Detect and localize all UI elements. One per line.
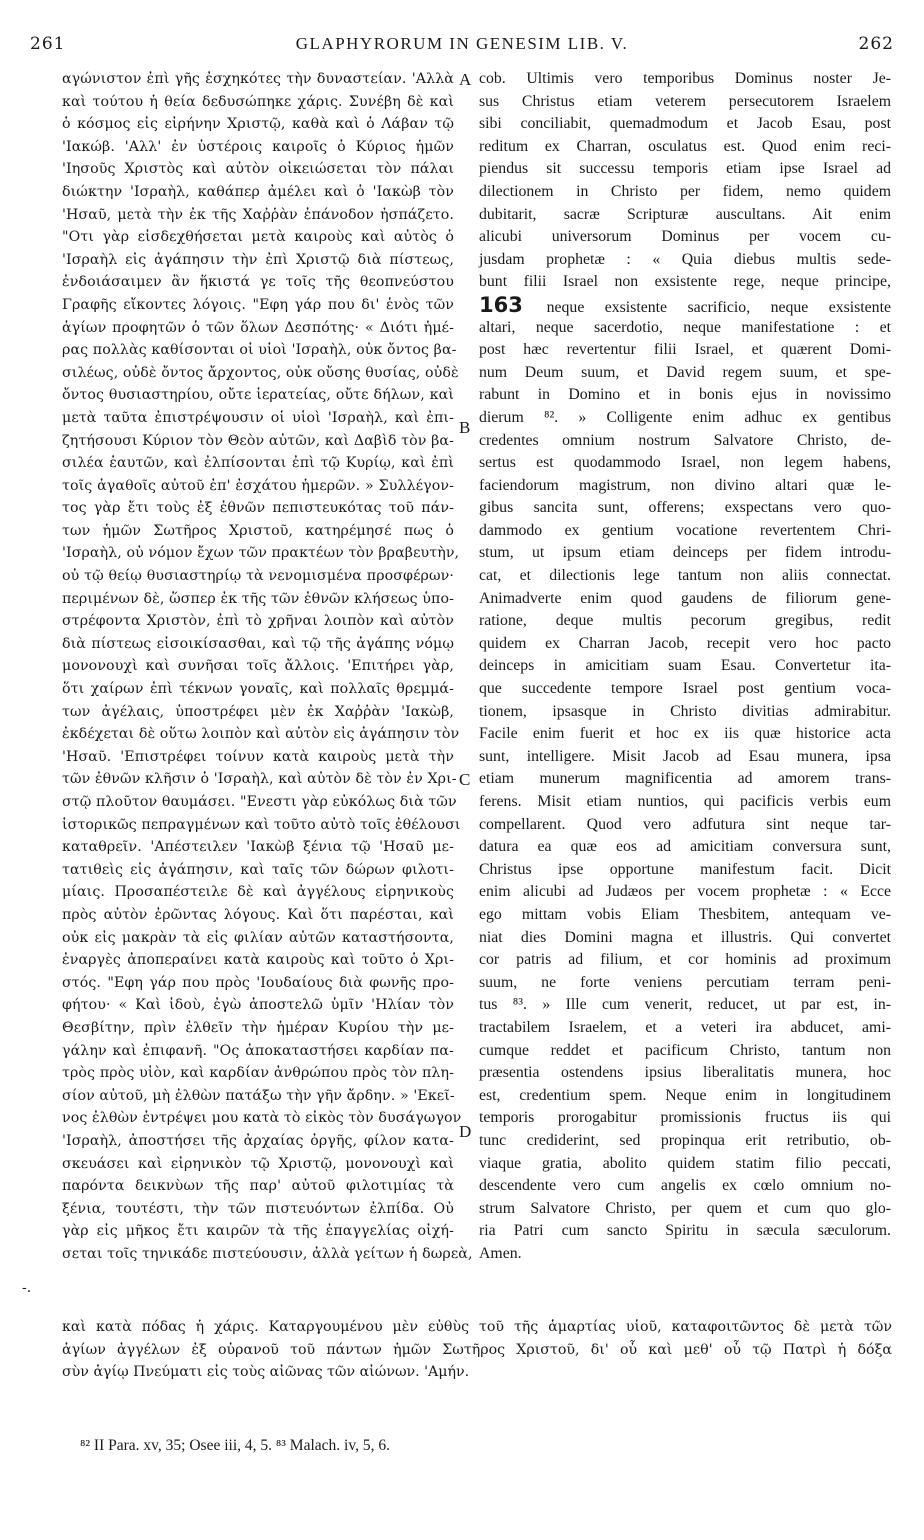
running-header	[30, 34, 894, 64]
latin-line: deinceps in amicitiam suam Esau. Convertetur ita-	[479, 657, 891, 675]
latin-line: tionem, ipsasque in Christo divitias admirabitur.	[479, 702, 891, 720]
greek-line: στῷ πλοῦτον θαυμάσει. "Ενεστι γὰρ εὐκόλως διὰ τῶν	[62, 794, 457, 810]
greek-line: ἐνδοιάσαιμεν ἂν ἥκιστά γε τοῖς τῆς θεοπνεύστου	[62, 274, 454, 291]
greek-line: Θεσβίτην, πρὶν ἐλθεῖν τὴν ἡμέραν Κυρίου τὴν με-	[62, 1019, 454, 1036]
latin-line: stum, ut ipsum etiam deinceps per fidem introdu-	[479, 544, 891, 562]
page-number-right: 262	[858, 34, 894, 54]
latin-line: cor patris ad filium, et cor hominis ad proximum	[479, 951, 891, 969]
greek-line: τατιθεὶς εἰς ἀγάπησιν, καὶ ταῖς τῶν δώρων φιλοτι-	[62, 861, 454, 878]
greek-line: ὄντος θυσιαστηρίου, οὔτε ἱερατείας, οὔτε δήλων, καὶ	[62, 387, 454, 404]
greek-line: πρὸς αὐτὸν ἐρῶντας λόγους. Καὶ ὅτι παρέσται, καὶ	[62, 906, 454, 923]
latin-line: Amen.	[479, 1244, 522, 1262]
greek-line: των ἀγέλαις, ὑποστρέφει μὲν ἐκ Χαῤῥὰν 'Ιακὼβ,	[62, 703, 454, 720]
closing-doxology	[62, 1316, 892, 1384]
greek-line: οὐκ εἰς μακρὰν τὰ εἰς φιλίαν αὐτῶν καταστήσοντα,	[62, 929, 454, 946]
latin-line: cumque reddet et pacificum Christo, tantum non	[479, 1041, 891, 1059]
section-marker-b: B	[459, 418, 471, 437]
latin-line: sibi conciliabit, quemadmodum et Jacob Esau, post	[479, 115, 891, 133]
greek-line: ἐναργὲς ἀποπεραίνει κατὰ καιροὺς καὶ τοῦτο ὁ Χρι-	[62, 952, 454, 969]
latin-line: tus ⁸³. » Ille cum venerit, reducet, ut par est, in-	[479, 996, 891, 1014]
greek-line: 'Ισραὴλ εἰς ἀγάπησιν τὴν ἐπὶ Χριστῷ διὰ πίστεως,	[62, 251, 454, 268]
greek-line: περιμένων δὲ, ὥσπερ ἐκ τῆς τῶν ἐθνῶν κλήσεως ὑπο-	[62, 590, 454, 607]
greek-column	[62, 68, 473, 1265]
greek-line: σιλέα ἑαυτῶν, καὶ ἐλπίσονται ἐπὶ τῷ Κυρίῳ, καὶ ἐπὶ	[62, 455, 454, 472]
greek-line: διὰ πίστεως εἰσοικίσασθαι, καὶ τῷ τῆς ἀγάπης νόμῳ	[62, 635, 454, 652]
greek-line: καταθρεῖν. 'Απέστειλεν 'Ιακὼβ ξένια τῷ 'Ησαῦ με-	[62, 839, 454, 856]
latin-line: Facile enim fuerit et hoc ex iis quæ historice acta	[479, 725, 891, 743]
latin-line: credentes omnium nostrum Salvatore Christo, de-	[479, 431, 891, 449]
column-number: 163	[479, 292, 547, 317]
latin-line: sertus est quodammodo Israel, non legem habens,	[479, 454, 891, 472]
latin-line: sunt, intelligere. Misit Jacob ad Esau munera, ipsa	[479, 747, 891, 765]
greek-line: των ἡμῶν Σωτῆρος Χριστοῦ, κατηρέμησέ πως ὁ	[62, 522, 454, 539]
latin-line: altari, neque sacerdotio, neque manifestatione : et	[479, 318, 891, 336]
doxology-line: καὶ κατὰ πόδας ἡ χάρις. Καταργουμένου μὲν εὐθὺς τοῦ τῆς ἁμαρτίας υἱοῦ, καταφοιτῶντος δὲ μετὰ τῶν	[62, 1319, 892, 1335]
latin-line: rabunt in Domino et in bonis ejus in novissimo	[479, 386, 891, 404]
latin-line: ratione, deque multis pecorum gregibus, redit	[479, 612, 891, 630]
greek-line: ρας πολλὰς καθίσονται οἱ υἱοὶ 'Ισραὴλ, οὐκ ὄντος βα-	[62, 342, 457, 359]
latin-line: enim alicubi ad Judæos per vocem prophetæ : « Ecce	[479, 883, 891, 901]
greek-line: ζητήσουσι Κύριον τὸν Θεὸν αὐτῶν, καὶ Δαβὶδ τὸν βα-	[62, 432, 454, 449]
greek-line: τος γὰρ ἔτι τοὺς ἐξ ἐθνῶν πεπιστευκότας τοῦ πάν-	[62, 500, 454, 517]
greek-line: 'Ιησοῦς Χριστὸς καὶ αὐτὸν οἰκειώσεται τὸν πάλαι	[62, 161, 454, 178]
latin-line: etiam munerum magnificentia ad amorem trans-	[479, 770, 891, 788]
greek-line: τρὸς πρὸς υἱὸν, καὶ καρδίαν ἀνθρώπου πρὸς τὸν πλη-	[62, 1065, 454, 1082]
latin-line: dubitarit, sacræ Scripturæ auscultans. Ait enim	[479, 205, 891, 223]
latin-line: niat dies Domini magna et illustris. Qui convertet	[479, 928, 891, 946]
greek-line: ὁ κόσμος εἰς εἰρήνην Χριστῷ, καθὰ καὶ ὁ Λάβαν τῷ	[62, 116, 454, 133]
latin-line: viaque gratia, abolito quidem statim filio peccati,	[479, 1154, 891, 1172]
greek-line: σκευάσει καὶ εἰρηνικὸν τῷ Χριστῷ, μονονουχὶ καὶ	[62, 1155, 454, 1172]
greek-line: "Οτι γὰρ εἰσδεχθήσεται μετὰ καιροὺς καὶ αὐτὸς ὁ	[62, 229, 454, 246]
section-marker-d: D	[459, 1122, 472, 1141]
latin-line: est, credentium spem. Neque enim in longitudinem	[479, 1086, 891, 1104]
latin-line: post hæc revertentur filii Israel, et quærent Domi-	[479, 341, 891, 359]
greek-line: στός. "Εφη γάρ που πρὸς 'Ιουδαίους διὰ φωνῆς προ-	[62, 974, 454, 991]
latin-line: Christus ipse opportune manifestum facit. Dicit	[479, 860, 891, 878]
greek-line: τῶν ἐθνῶν κλῆσιν ὁ 'Ισραὴλ, καὶ αὐτὸν δὲ τὸν ἐν Χρι-	[62, 771, 457, 788]
latin-line: ego mittam vobis Eliam Thesbitem, antequam ve-	[479, 905, 891, 923]
greek-line: ἐκδέχεται δὲ οὕτω λοιπὸν καὶ αὐτὸν εἰς ἀγάπησιν τὸν	[62, 726, 460, 743]
latin-line: dierum ⁸². » Colligente enim adhuc ex gentibus	[479, 408, 891, 426]
greek-line: Γραφῆς εἴκοντες λόγοις. "Εφη γάρ που δι' ἑνὸς τῶν	[62, 296, 454, 313]
greek-line: 'Ιακώβ. 'Αλλ' ἐν ὑστέροις καιροῖς ὁ Κύριος ἡμῶν	[62, 138, 454, 155]
latin-line: præsentia ostendens ipsius liberalitatis munera, hoc	[479, 1064, 891, 1082]
latin-line: dilectionem in Christo per fidem, nemo quidem	[479, 182, 891, 200]
doxology-line: ἁγίων ἀγγέλων ἐξ οὐρανοῦ τοῦ πάντων ἡμῶν Σωτῆρος Χριστοῦ, δι' οὗ καὶ μεθ' οὗ τῷ Πατρὶ ἡ δόξα	[62, 1341, 892, 1358]
greek-line: καὶ τούτου ἡ θεία δεδυσώπηκε χάρις. Συνέβη δὲ καὶ	[62, 93, 454, 110]
greek-line: σιλέως, οὐδὲ ὄντος ἄρχοντος, οὐκ οὔσης θυσίας, οὐδὲ	[62, 364, 459, 381]
section-marker-c: C	[459, 770, 471, 789]
latin-line: num Deum suum, et David regem suum, et spe-	[479, 363, 891, 381]
latin-line: tractabilem Israelem, et a veteri ira abducet, ami-	[479, 1018, 891, 1036]
latin-line: alicubi universorum Dominus per vocem cu-	[479, 228, 891, 246]
latin-line: descendente vero cum angelis ex cœlo omnium no-	[479, 1177, 891, 1195]
greek-line: νος ἐλθὼν ἐντρέψει μου κατὰ τὸ εἰκὸς τὸν δυσάγωγον	[62, 1110, 462, 1127]
greek-line: γὰρ εἰς μῆκος ἔτι καιρῶν τὰ τῆς ἐπαγγελίας οἰχή-	[62, 1223, 454, 1240]
latin-line: dammodo ex gentium vocatione revertentem Chri-	[479, 521, 891, 539]
latin-line: piendus sit successu temporis etiam ipse Israel ad	[479, 160, 891, 178]
latin-line: cob. Ultimis vero temporibus Dominus noster Je-	[479, 70, 891, 87]
latin-line: strum Salvatore Christo, per quem et cum quo glo-	[479, 1199, 891, 1217]
greek-line: μονονουχὶ καὶ συνῆσαι τοῖς ἄλλοις. 'Επιτήρει γὰρ,	[62, 658, 454, 675]
greek-line: παρόντα δεικνὺων τῆς παρ' αὐτοῦ φιλοτιμίας τὰ	[62, 1178, 454, 1195]
latin-line: bunt filii Israel non exsistente rege, neque principe,	[479, 273, 891, 291]
section-marker-a: A	[459, 70, 472, 89]
latin-line: compellarent. Quod vero adfutura sint neque tar-	[479, 815, 891, 833]
latin-line: jusdam prophetæ : « Quia diebus multis sede-	[479, 250, 891, 268]
latin-line: datura ea quæ eos ad amicitiam conversura sunt,	[479, 838, 891, 856]
latin-line: quidem ex Charran Jacob, recepit vero hoc pacto	[479, 634, 891, 652]
greek-line: σεται τοῖς τηνικάδε πιστεύουσιν, ἀλλὰ γείτων ἡ δωρεὰ,	[62, 1245, 473, 1262]
latin-line: reditum ex Charran, osculatus est. Quod enim reci-	[479, 137, 891, 155]
footnotes: ⁸² II Para. xv, 35; Osee iii, 4, 5. ⁸³ Malach. iv, 5, 6.	[80, 1437, 390, 1454]
latin-line: sus Christus etiam veterem persecutorem Israelem	[479, 92, 891, 110]
greek-line: διώκτην 'Ισραὴλ, καθάπερ ἀμέλει καὶ ὁ 'Ιακὼβ τὸν	[62, 183, 454, 200]
greek-line: ὅτι χαίρων ἐπὶ τέκνων γοναῖς, καὶ πολλαῖς θρεμμά-	[62, 681, 454, 698]
greek-line: ξένια, τουτέστι, τὴν τῶν πιστευόντων ἐλπίδα. Οὐ	[62, 1200, 454, 1217]
greek-line: μίαις. Προσαπέστειλε δὲ καὶ ἀγγέλους εἰρηνικοὺς	[62, 884, 454, 901]
latin-line: temporis prorogabitur promissionis fructus iis qui	[479, 1109, 891, 1127]
latin-line: faciendorum magistrum, non divino altari quæ le-	[479, 476, 891, 494]
greek-line: μετὰ ταῦτα ἐπιστρέψουσιν οἱ υἱοὶ 'Ισραὴλ, καὶ ἐπι-	[62, 409, 454, 426]
latin-line: cat, et dilectionis lege tantum non aliis connectat.	[479, 567, 891, 585]
greek-line: σίον αὐτοῦ, μὴ ἐλθὼν πατάξω τὴν γῆν ἄρδην. » 'Εκεῖ-	[62, 1087, 455, 1104]
greek-line: ἱστορικῶς πεπραγμένων καὶ τοῦτο αὐτὸ τοῖς ἐθέλουσι	[62, 816, 461, 833]
greek-line: 'Ισραὴλ, οὐ νόμον ἔχων τῶν πρακτέων τὸν βραβευτὴν,	[62, 545, 460, 562]
latin-line: gibus sancita sunt, offerens; exspectans vero quo-	[479, 499, 891, 517]
greek-line: 'Ησαῦ, μετὰ τὴν ἐκ τῆς Χαῤῥὰν ἐπάνοδον ἠσπάζετο.	[62, 206, 454, 223]
latin-line: que succedente tempore Israel post gentium voca-	[479, 680, 891, 698]
page-number-left: 261	[30, 34, 66, 54]
latin-line: ria Patri cum sancto Spiritu in sæcula sæculorum.	[479, 1222, 891, 1240]
greek-line: 'Ισραὴλ, ἀποστήσει τῆς ἀρχαίας ὀργῆς, φίλον κατα-	[62, 1132, 454, 1149]
latin-column	[479, 68, 891, 1265]
greek-line: φήτου· « Καὶ ἰδοὺ, ἐγὼ ἀποστελῶ ὑμῖν 'Ηλίαν τὸν	[62, 997, 454, 1014]
greek-line: ἁγίων προφητῶν ὁ τῶν ὅλων Δεσπότης· « Διότι ἡμέ-	[62, 319, 454, 336]
latin-line: ferens. Misit etiam nuntios, qui pacificis verbis eum	[479, 793, 891, 810]
greek-line: στρέφοντα Χριστὸν, ἐπὶ τὸ χρῆναι λοιπὸν καὶ αὐτὸν	[62, 613, 454, 630]
latin-line: tunc crediderint, sed propinqua erit retributio, ob-	[479, 1131, 891, 1149]
latin-line: Animadverte enim quod gaudens de filiorum gene-	[479, 589, 891, 607]
running-title: GLAPHYRORUM IN GENESIM LIB. V.	[295, 34, 629, 53]
greek-line: αγώνιστον ἐπὶ γῆς ἐσχηκότες τὴν δυναστείαν. 'Αλλὰ	[62, 71, 454, 87]
latin-line	[479, 294, 891, 317]
greek-line: 'Ησαῦ. 'Επιστρέφει τοίνυν κατὰ καιροὺς μετὰ τὴν	[62, 748, 454, 765]
doxology-line: σὺν ἁγίῳ Πνεύματι εἰς τοὺς αἰῶνας τῶν αἰώνων. 'Αμήν.	[62, 1364, 470, 1381]
latin-line-text: neque exsistente sacrificio, neque exsistente	[546, 298, 891, 316]
greek-line: οὐ τῷ θείῳ θυσιαστηρίῳ τὰ νενομισμένα προσφέρων·	[62, 568, 454, 585]
greek-line: τοῖς ἀγαθοῖς αὐτοῦ ἐπ' ἐσχάτου ἡμερῶν. » Συλλέγον-	[62, 477, 454, 494]
greek-line: γάλην καὶ ἐπιφανῆ. "Ος ἀποκαταστήσει καρδίαν πα-	[62, 1042, 454, 1059]
latin-line: suum, ne forte veniens percutiam terram peni-	[479, 973, 891, 991]
margin-mark: -.	[22, 1280, 32, 1296]
